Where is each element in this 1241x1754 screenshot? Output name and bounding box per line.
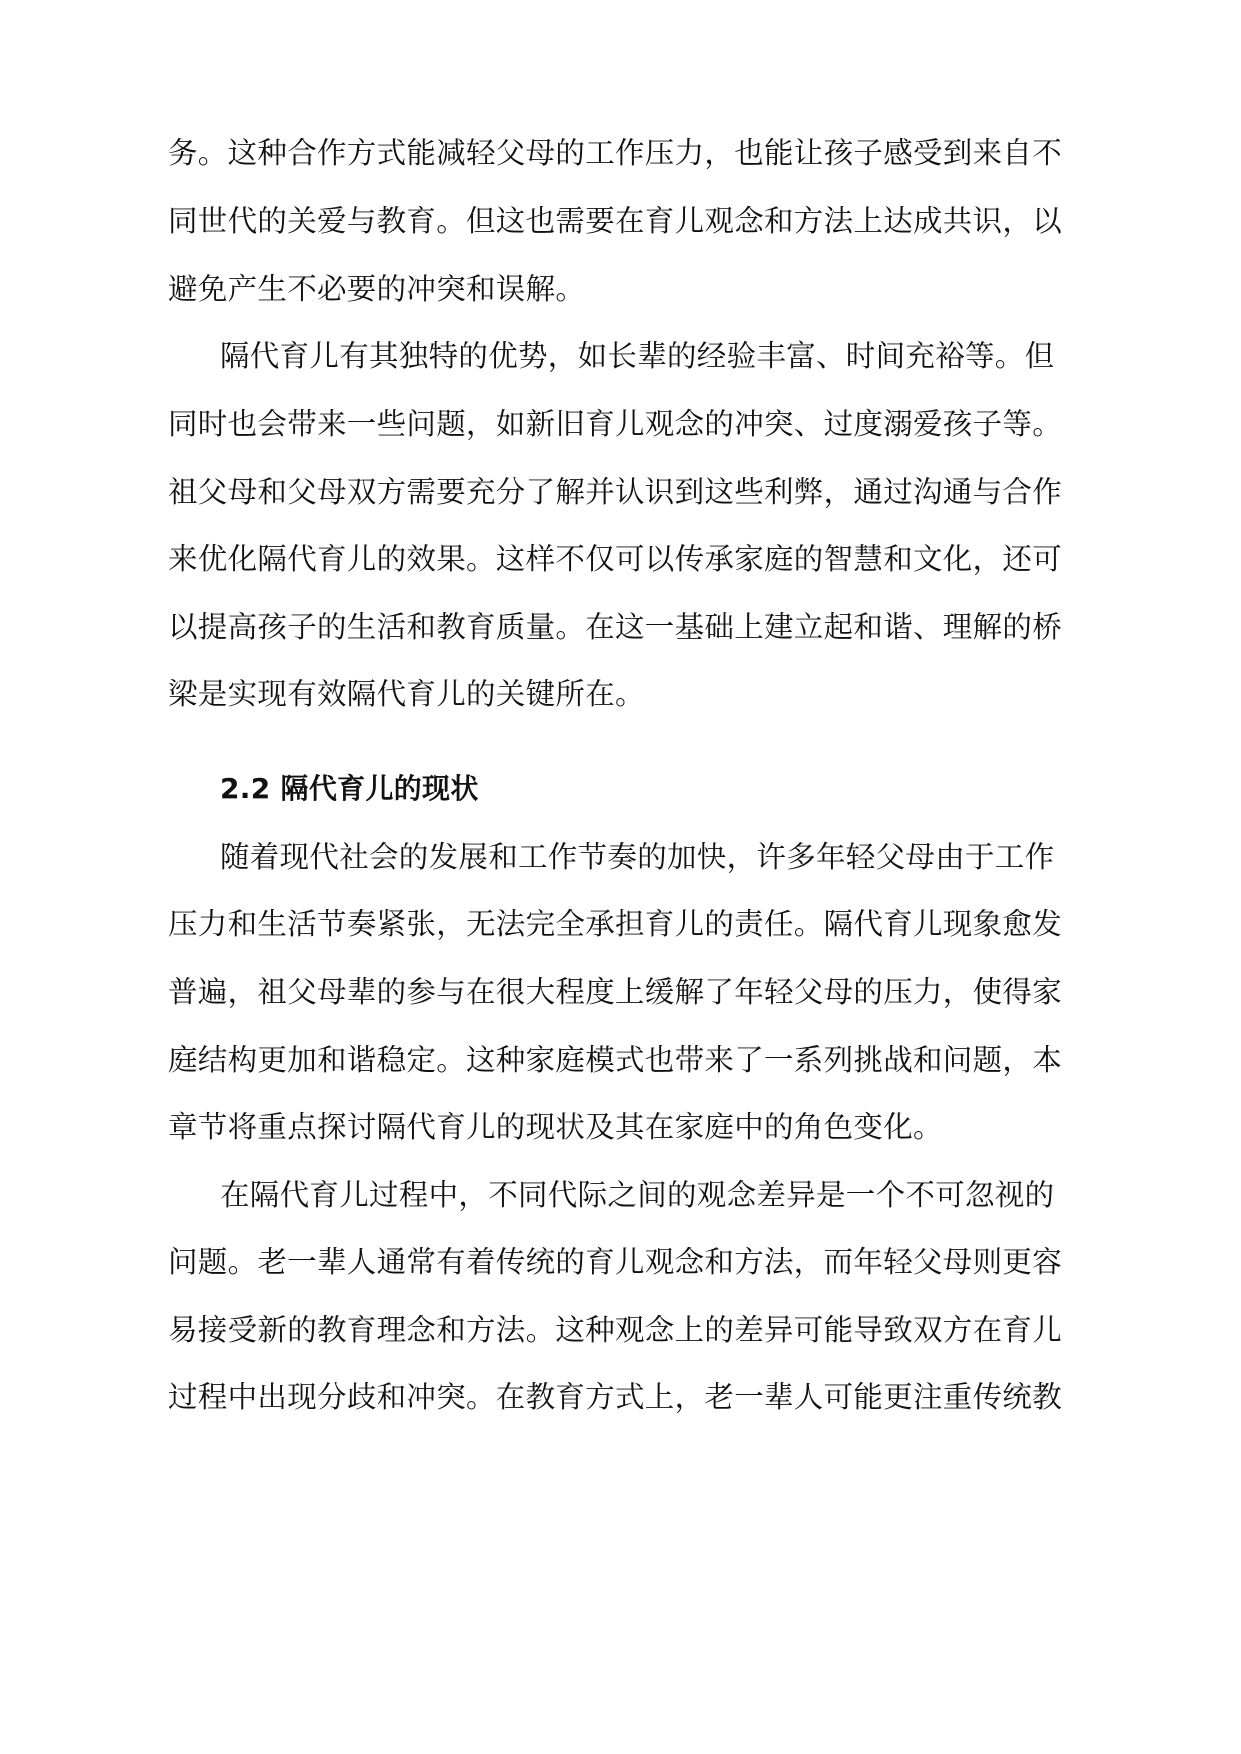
paragraph-1-line-3: 避免产生不必要的冲突和误解。 xyxy=(168,272,586,306)
paragraph-2-line-1: 隔代育儿有其独特的优势，如长辈的经验丰富、时间充裕等。但 xyxy=(220,339,1055,373)
paragraph-4-line-4: 过程中出现分歧和冲突。在教育方式上，老一辈人可能更注重传统教 xyxy=(168,1380,1063,1414)
paragraph-4-line-2: 问题。老一辈人通常有着传统的育儿观念和方法，而年轻父母则更容 xyxy=(168,1245,1063,1279)
paragraph-1-line-2: 同世代的关爱与教育。但这也需要在育儿观念和方法上达成共识，以 xyxy=(168,204,1063,238)
paragraph-3-line-1: 随着现代社会的发展和工作节奏的加快，许多年轻父母由于工作 xyxy=(220,840,1055,874)
paragraph-3-line-3: 普遍，祖父母辈的参与在很大程度上缓解了年轻父母的压力，使得家 xyxy=(168,975,1063,1009)
paragraph-2-line-5: 以提高孩子的生活和教育质量。在这一基础上建立起和谐、理解的桥 xyxy=(168,610,1063,644)
paragraph-4-line-1: 在隔代育儿过程中，不同代际之间的观念差异是一个不可忽视的 xyxy=(220,1178,1055,1212)
paragraph-2-line-2: 同时也会带来一些问题，如新旧育儿观念的冲突、过度溺爱孩子等。 xyxy=(168,407,1063,441)
paragraph-2-line-4: 来优化隔代育儿的效果。这样不仅可以传承家庭的智慧和文化，还可 xyxy=(168,542,1063,576)
paragraph-1-line-1: 务。这种合作方式能减轻父母的工作压力，也能让孩子感受到来自不 xyxy=(168,136,1063,170)
section-heading: 2.2 隔代育儿的现状 xyxy=(220,772,479,805)
paragraph-2-line-3: 祖父母和父母双方需要充分了解并认识到这些利弊，通过沟通与合作 xyxy=(168,475,1063,509)
paragraph-4-line-3: 易接受新的教育理念和方法。这种观念上的差异可能导致双方在育儿 xyxy=(168,1313,1063,1347)
paragraph-2-line-6: 梁是实现有效隔代育儿的关键所在。 xyxy=(168,677,645,711)
paragraph-3-line-4: 庭结构更加和谐稳定。这种家庭模式也带来了一系列挑战和问题，本 xyxy=(168,1043,1063,1077)
paragraph-3-line-5: 章节将重点探讨隔代育儿的现状及其在家庭中的角色变化。 xyxy=(168,1110,943,1144)
paragraph-3-line-2: 压力和生活节奏紧张，无法完全承担育儿的责任。隔代育儿现象愈发 xyxy=(168,907,1063,941)
